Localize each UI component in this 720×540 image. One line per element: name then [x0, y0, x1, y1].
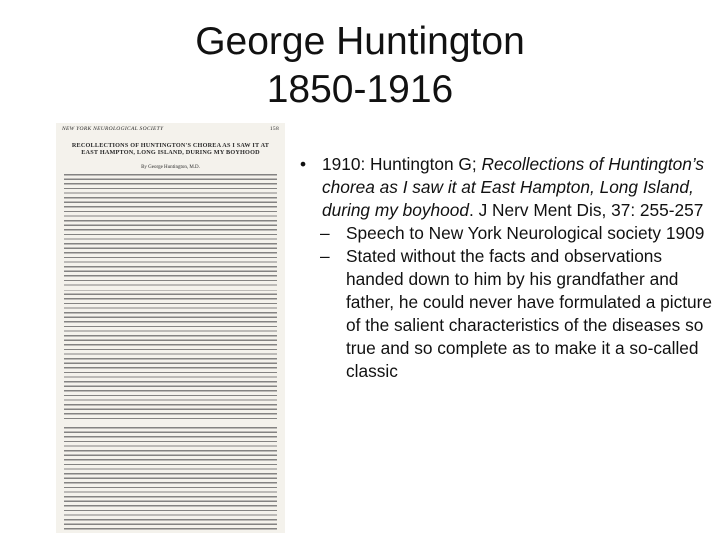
article-byline: By George Huntington, M.D.	[141, 165, 200, 170]
dash-icon: –	[320, 223, 330, 243]
article-body-text	[64, 174, 277, 530]
citation-prefix: 1910: Huntington G;	[322, 154, 482, 174]
journal-header	[62, 126, 279, 132]
title-name: George Huntington	[195, 20, 525, 63]
sub-bullet-text: Stated without the facts and observations handed down to him by his grandfather and father, he could never have formulated a picture of the salient characteristics of the diseases so true and so complete as to make it a so-called classic	[346, 246, 713, 381]
bullet-list	[300, 153, 712, 383]
citation-title: Recollections of Huntington’s chorea as I saw it at East Hampton, Long Island, during my boyhood	[322, 154, 705, 220]
dash-icon: –	[320, 246, 330, 266]
journal-name: NEW YORK NEUROLOGICAL SOCIETY	[62, 126, 164, 132]
bullet-dot-icon: •	[300, 154, 307, 174]
sub-bullet-statement	[300, 245, 712, 383]
sub-bullet-speech	[300, 222, 712, 245]
paragraph-break	[64, 421, 277, 425]
title-years: 1850-1916	[266, 68, 454, 111]
page-number: 158	[269, 126, 279, 132]
bullet-main	[300, 153, 712, 222]
article-title: RECOLLECTIONS OF HUNTINGTON'S CHOREA AS I SAW IT AT EAST HAMPTON, LONG ISLAND, DURING MY BOYHOOD	[71, 142, 270, 156]
slide-title	[0, 18, 720, 114]
citation-suffix: . J Nerv Ment Dis, 37: 255-257	[468, 200, 704, 220]
sub-bullet-text: Speech to New York Neurological society 1909	[346, 223, 705, 243]
article-scan-image	[56, 123, 285, 533]
paragraph-break	[64, 286, 277, 290]
